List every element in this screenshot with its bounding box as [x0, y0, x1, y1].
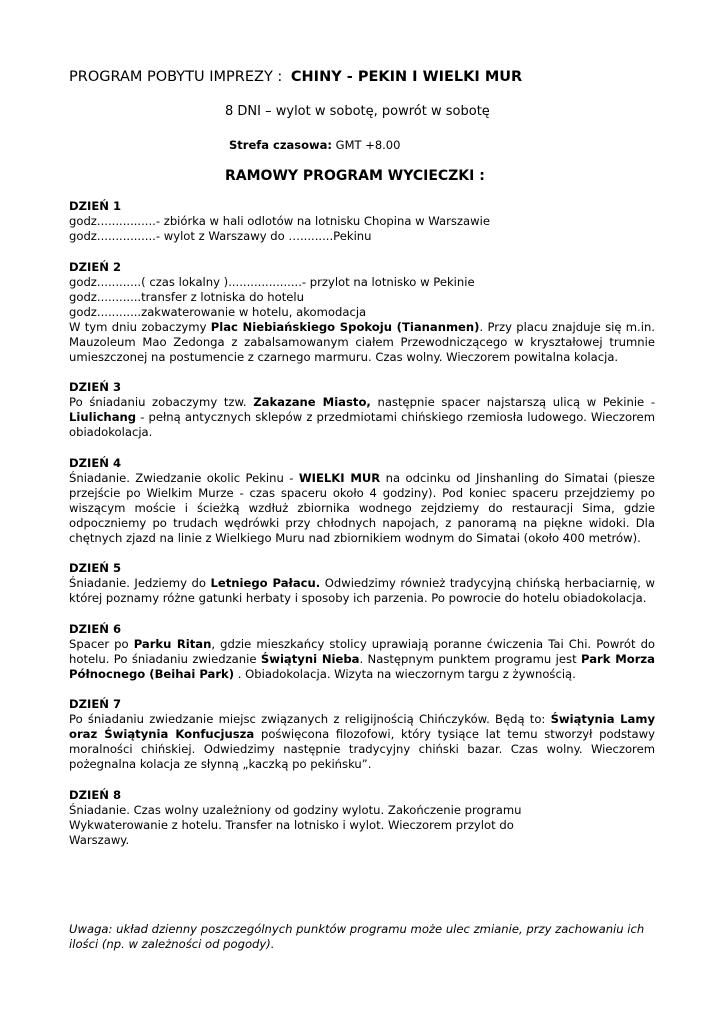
- highlight-place: Świątynia Lamy oraz Świątynia Konfucjusza: [69, 712, 655, 741]
- highlight-place: Plac Niebiańskiego Spokoju (Tiananmen): [210, 319, 480, 334]
- day-line: godz................- wylot z Warszawy do ….........Pekinu: [69, 229, 372, 243]
- day-line: Śniadanie. Czas wolny uzależniony od godziny wylotu. Zakończenie programu: [69, 802, 522, 817]
- day-1: [69, 199, 655, 244]
- timezone-label: Strefa czasowa:: [229, 138, 333, 152]
- day-2: [69, 260, 655, 365]
- day-line: godz............zakwaterowanie w hotelu, akomodacja: [69, 304, 367, 319]
- day-description: Spacer po Parku Ritan, gdzie mieszkańcy stolicy uprawiają poranne ćwiczenia Tai Chi. Powrót do hotelu. Po śniadaniu zwiedzanie Świątyni Nieba. Następnym punktem programu jest Park Morza Północnego (Beihai Park) . Obiadokolacja. Wizyta na wieczornym targu z żywnością.: [69, 636, 656, 681]
- day-8: [69, 788, 655, 848]
- destination-title: CHINY - PEKIN I WIELKI MUR: [290, 69, 523, 85]
- day-6: [69, 622, 655, 682]
- day-title: DZIEŃ 8: [69, 787, 122, 802]
- day-title: DZIEŃ 7: [69, 697, 122, 711]
- highlight-place: Zakazane Miasto,: [253, 395, 371, 409]
- day-4: [69, 456, 655, 546]
- highlight-place: Liulichang: [69, 410, 137, 424]
- day-line: Wykwaterowanie z hotelu. Transfer na lotnisko i wylot. Wieczorem przylot do: [69, 817, 514, 832]
- day-title: DZIEŃ 6: [69, 621, 122, 636]
- day-line: godz............transfer z lotniska do hotelu: [69, 289, 304, 304]
- day-description: Po śniadaniu zobaczymy tzw. Zakazane Miasto, następnie spacer najstarszą ulicą w Pekinie - Liulichang - pełną antycznych sklepów z przedmiotami chińskiego rzemiosła ludowego. Wieczorem obiadokolacja.: [69, 395, 656, 439]
- day-title: DZIEŃ 3: [69, 380, 122, 394]
- highlight-place: Letniego Pałacu.: [210, 576, 321, 590]
- day-3: [69, 380, 655, 440]
- program-note: Uwaga: układ dzienny poszczególnych punktów programu może ulec zmianie, przy zachowaniu ich ilości (np. w zależności od pogody).: [69, 922, 645, 951]
- highlight-place: Park Morza Północnego (Beihai Park): [69, 651, 655, 681]
- day-title: DZIEŃ 2: [69, 259, 122, 274]
- section-heading: RAMOWY PROGRAM WYCIECZKI :: [225, 168, 485, 184]
- highlight-place: Świątyni Nieba: [260, 651, 360, 666]
- day-description: Śniadanie. Zwiedzanie okolic Pekinu - WIELKI MUR na odcinku od Jinshanling do Simatai (piesze przejście po Wielkim Murze - czas spaceru około 4 godziny). Pod koniec spaceru przejdziemy po wiszącym moście i ścieżką wzdłuż zbiornika wodnego zejdziemy do restauracji Sima, gdzie odpoczniemy po trudach wędrówki przy chłodnych napojach, z panoramą na piękne widoki. Dla chętnych zjazd na linie z Wielkiego Muru nad zbiornikiem wodnym do Simatai (około 400 metrów).: [69, 470, 656, 545]
- day-line: Warszawy.: [69, 832, 130, 847]
- day-title: DZIEŃ 1: [69, 199, 122, 213]
- timezone-value: GMT +8.00: [332, 138, 401, 152]
- day-line: godz................- zbiórka w hali odlotów na lotnisku Chopina w Warszawie: [69, 214, 490, 228]
- program-title: [69, 69, 522, 85]
- day-description: Po śniadaniu zwiedzanie miejsc związanych z religijnością Chińczyków. Będą to: Świątynia Lamy oraz Świątynia Konfucjusza poświęcona filozofowi, który tysiące lat temu stworzył podstawy moralności chińskiej. Odwiedzimy następnie tradycyjny chiński bazar. Czas wolny. Wieczorem pożegnalna kolacja ze słynną „kaczką po pekińsku”.: [69, 712, 655, 771]
- day-description: Śniadanie. Jedziemy do Letniego Pałacu. Odwiedzimy również tradycyjną chińską herbaciarnię, w której poznamy różne gatunki herbaty i sposoby ich parzenia. Po powrocie do hotelu obiadokolacja.: [69, 576, 655, 605]
- timezone: [229, 138, 400, 152]
- day-5: [69, 561, 655, 606]
- highlight-place: WIELKI MUR: [298, 470, 381, 485]
- day-description: W tym dniu zobaczymy Plac Niebiańskiego Spokoju (Tiananmen). Przy placu znajduje się m.in. Mauzoleum Mao Zedonga z zabalsamowanym ciałem Przewodniczącego w kryształowej trumnie umieszczonej na postumencie z czarnego marmuru. Czas wolny. Wieczorem powitalna kolacja.: [69, 319, 655, 364]
- day-title: DZIEŃ 4: [69, 455, 122, 470]
- highlight-place: Parku Ritan: [133, 636, 212, 651]
- day-list: [69, 199, 655, 863]
- trip-duration: 8 DNI – wylot w sobotę, powrót w sobotę: [225, 104, 490, 119]
- program-label: PROGRAM POBYTU IMPREZY :: [69, 69, 283, 85]
- day-line: godz............( czas lokalny )....................- przylot na lotnisko w Pekinie: [69, 274, 475, 289]
- day-title: DZIEŃ 5: [69, 561, 122, 575]
- day-7: [69, 697, 655, 772]
